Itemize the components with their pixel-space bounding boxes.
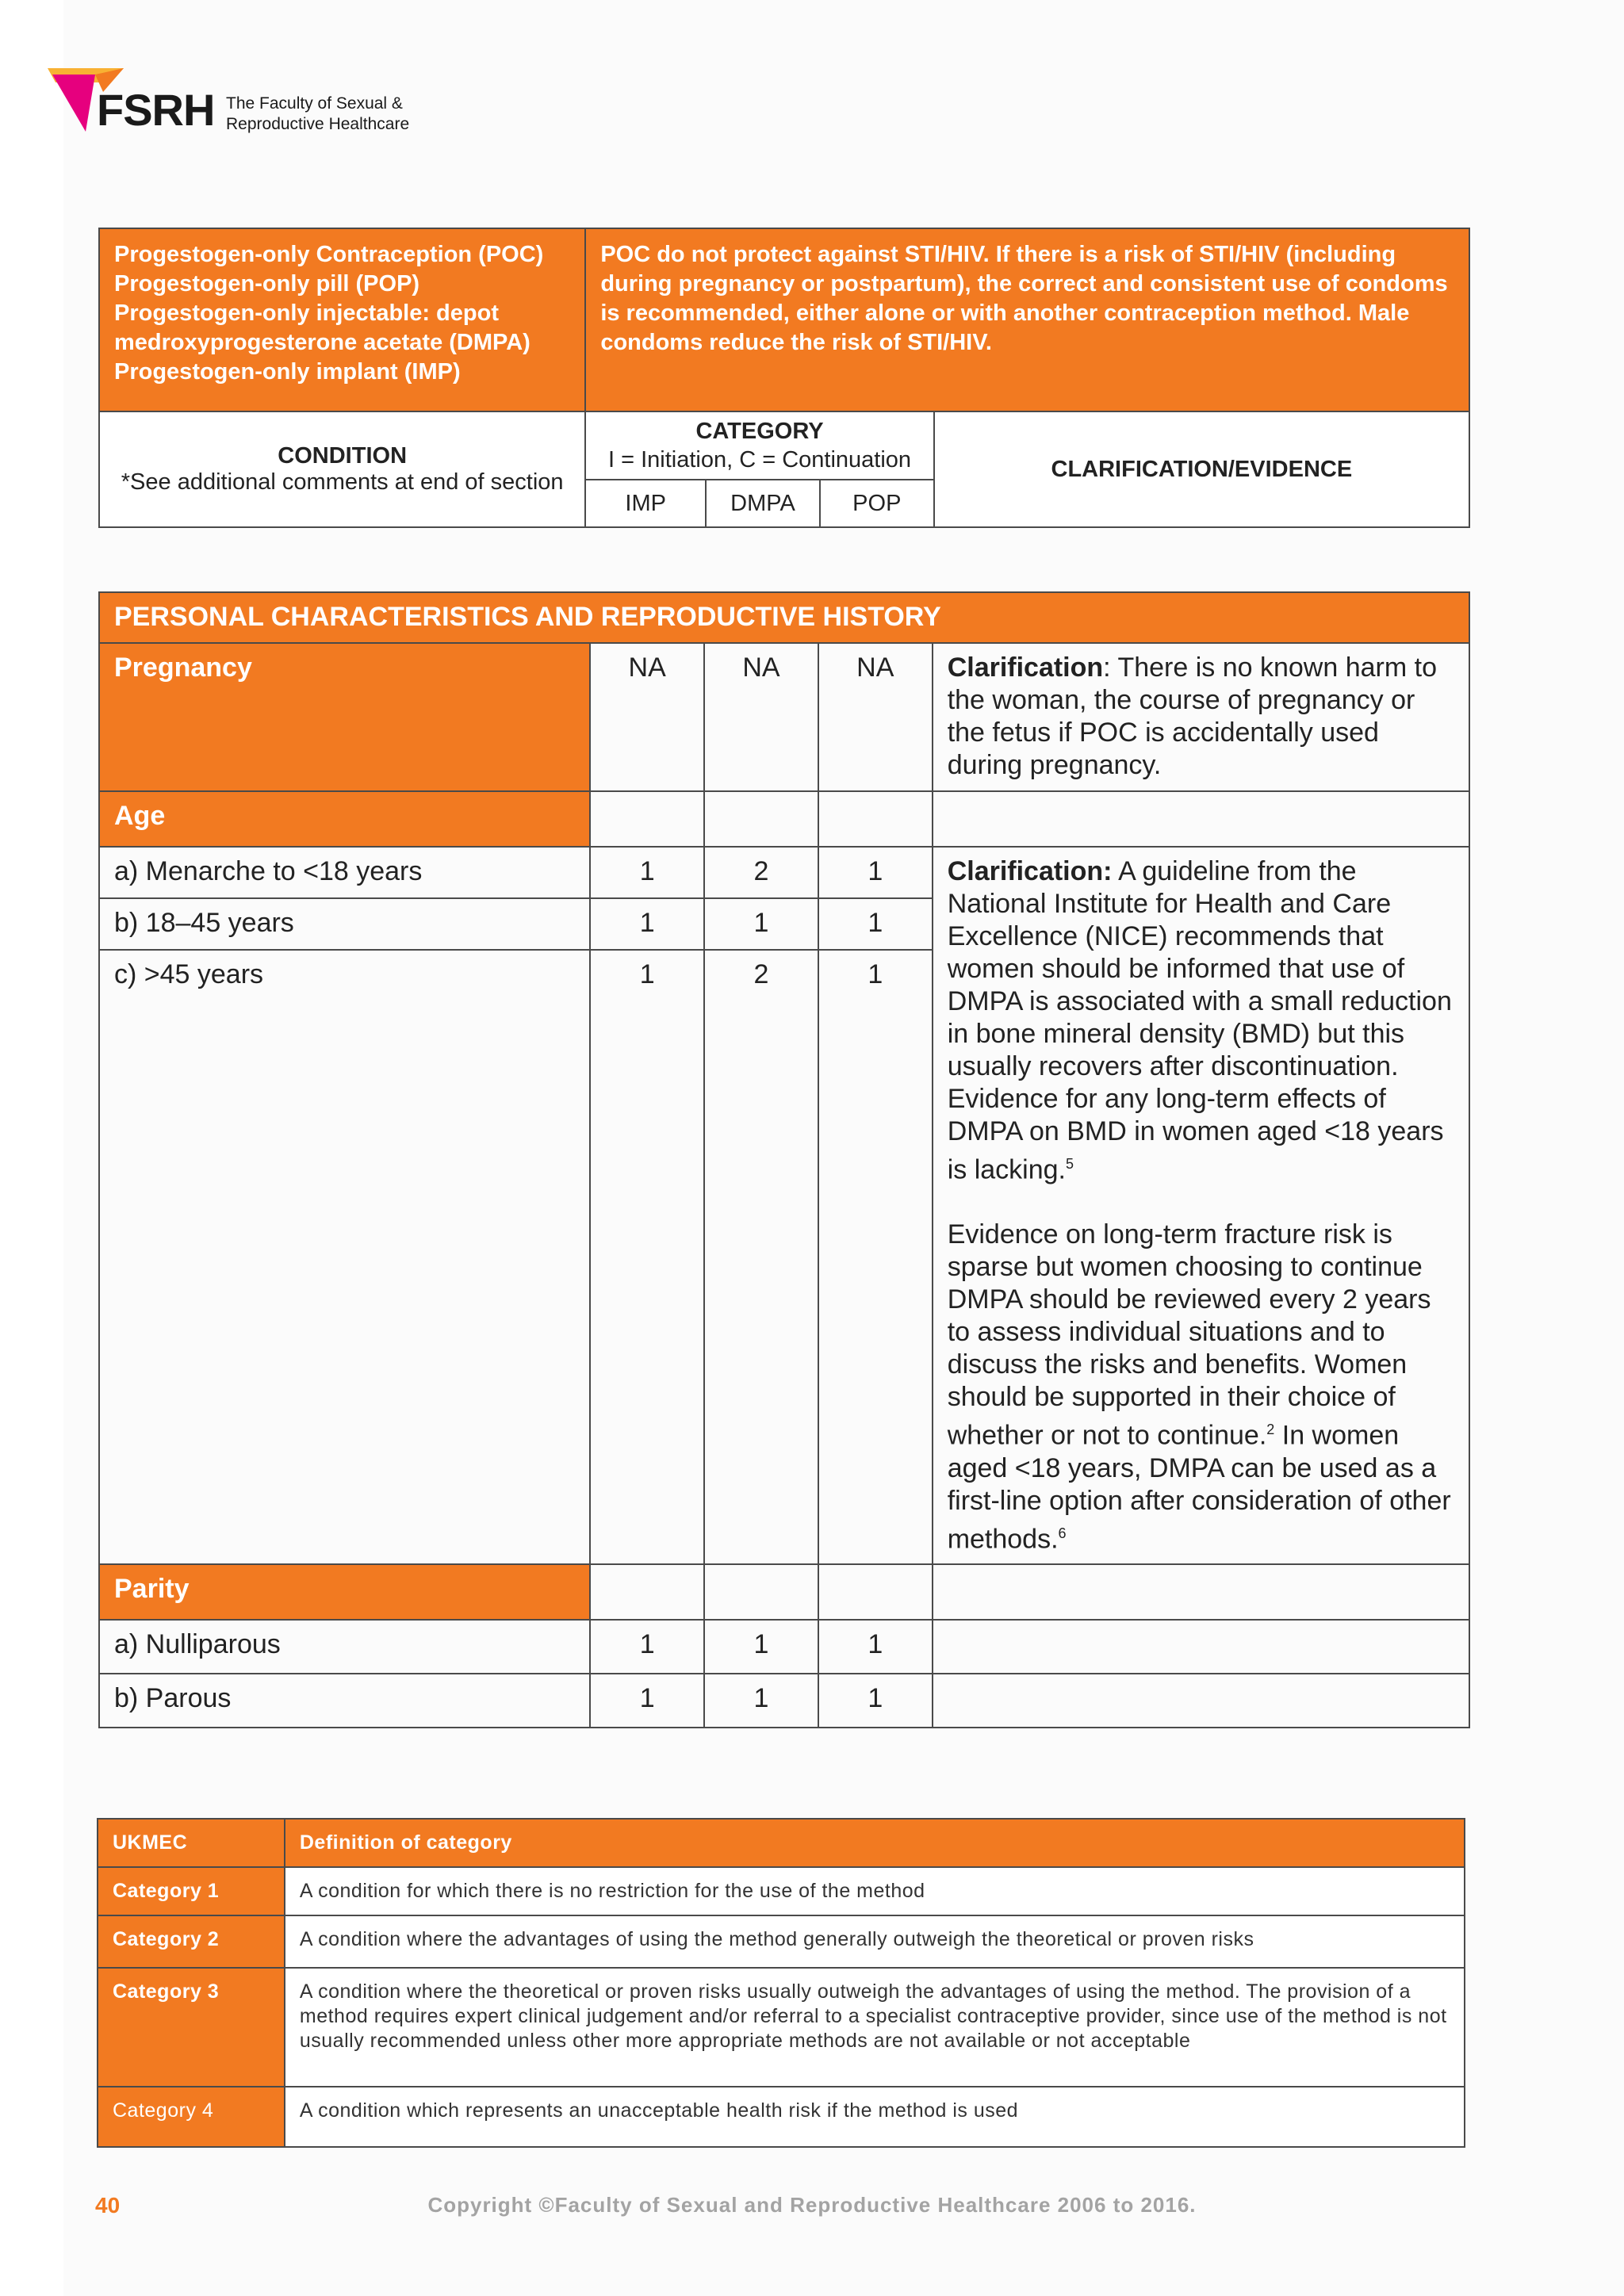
value-pop: 1 — [818, 950, 933, 1564]
reference-superscript: 2 — [1266, 1422, 1275, 1438]
legend-category-label: Category 4 — [98, 2087, 285, 2147]
empty-cell — [933, 791, 1469, 847]
empty-cell — [590, 1564, 704, 1620]
clarification-label: Clarification: — [947, 856, 1113, 886]
method-line: Progestogen-only Contraception (POC) — [114, 242, 544, 267]
value-pop: 1 — [818, 1620, 933, 1674]
value-imp: 1 — [590, 950, 704, 1564]
legend-category-definition: A condition for which there is no restriction for the use of the method — [285, 1867, 1465, 1915]
condition-row: b) 18–45 years — [99, 898, 590, 950]
sti-warning: POC do not protect against STI/HIV. If there is a risk of STI/HIV (including during pregnancy or postpartum), the correct and consistent use of condoms is recommended, either alone or with another contraception method. Male condoms reduce the risk of STI/HIV. — [585, 228, 1469, 411]
value-dmpa: 2 — [704, 847, 818, 898]
method-line: Progestogen-only injectable: depot medroxyprogesterone acetate (DMPA) — [114, 300, 530, 355]
empty-cell — [933, 1674, 1469, 1728]
empty-cell — [818, 1564, 933, 1620]
clarification-text: In women aged <18 years, DMPA can be used as a first-line option after consideration of other methods. — [947, 1420, 1451, 1554]
value-pop: 1 — [818, 898, 933, 950]
value-imp: NA — [590, 643, 704, 791]
condition-row: c) >45 years — [99, 950, 590, 1564]
copyright-notice: Copyright ©Faculty of Sexual and Reproductive Healthcare 2006 to 2016. — [427, 2193, 1197, 2217]
reference-superscript: 6 — [1058, 1525, 1067, 1541]
reference-superscript: 5 — [1065, 1156, 1074, 1172]
method-line: Progestogen-only pill (POP) — [114, 271, 420, 297]
clarification-header: CLARIFICATION/EVIDENCE — [934, 411, 1469, 527]
condition-row: b) Parous — [99, 1674, 590, 1728]
condition-parity: Parity — [99, 1564, 590, 1620]
condition-note: *See additional comments at end of section — [121, 469, 564, 495]
legend-head-label: UKMEC — [98, 1819, 285, 1867]
legend-category-label: Category 1 — [98, 1867, 285, 1915]
clarification-text: Evidence on long-term fracture risk is sparse but women choosing to continue DMPA should be reviewed every 2 years to assess individual situations and to discuss the risks and benefits. Women should be supported in their choice of whether or not to continue. — [947, 1219, 1431, 1451]
column-imp: IMP — [585, 480, 706, 527]
method-line: Progestogen-only implant (IMP) — [114, 359, 461, 385]
condition-row: a) Nulliparous — [99, 1620, 590, 1674]
fsrh-logo — [48, 68, 460, 140]
empty-cell — [590, 791, 704, 847]
empty-cell — [704, 1564, 818, 1620]
legend-category-definition: A condition which represents an unacceptable health risk if the method is used — [285, 2087, 1465, 2147]
legend-category-definition: A condition where the advantages of using the method generally outweigh the theoretical or proven risks — [285, 1915, 1465, 1968]
value-pop: 1 — [818, 847, 933, 898]
pregnancy-clarification — [933, 643, 1469, 791]
category-note: I = Initiation, C = Continuation — [607, 447, 912, 473]
legend-category-definition: A condition where the theoretical or proven risks usually outweigh the advantages of using the method. The provision of a method requires expert clinical judgement and/or referral to a specialist contraceptive provider, since use of the method is not usually recommended unless other more appropriate methods are not available or not acceptable — [285, 1968, 1465, 2087]
category-header — [585, 411, 933, 480]
legend-category-label: Category 3 — [98, 1968, 285, 2087]
age-clarification — [933, 847, 1469, 1564]
conditions-table — [98, 591, 1470, 1728]
condition-header — [99, 411, 585, 527]
value-pop: NA — [818, 643, 933, 791]
condition-age: Age — [99, 791, 590, 847]
legend-category-label: Category 2 — [98, 1915, 285, 1968]
method-header-table — [98, 228, 1470, 528]
ukmec-legend-table — [97, 1818, 1465, 2148]
category-title: CATEGORY — [695, 419, 824, 444]
clarification-text: : There is no known harm to the woman, the course of pregnancy or the fetus if POC is accidentally used during pregnancy. — [947, 652, 1437, 780]
value-imp: 1 — [590, 898, 704, 950]
value-dmpa: 1 — [704, 898, 818, 950]
legend-head-definition: Definition of category — [285, 1819, 1465, 1867]
clarification-text: A guideline from the National Institute for Health and Care Excellence (NICE) recommends that women should be informed that use of DMPA is associated with a small reduction in bone mineral density (BMD) but this usually recovers after discontinuation. Evidence for any long-term effects of DMPA on BMD in women aged <18 years is lacking. — [947, 856, 1452, 1185]
column-pop: POP — [820, 480, 934, 527]
method-list-cell — [99, 228, 585, 411]
value-dmpa: 1 — [704, 1674, 818, 1728]
empty-cell — [704, 791, 818, 847]
empty-cell — [933, 1620, 1469, 1674]
value-dmpa: 2 — [704, 950, 818, 1564]
column-dmpa: DMPA — [706, 480, 820, 527]
value-dmpa: 1 — [704, 1620, 818, 1674]
clarification-label: Clarification — [947, 652, 1104, 683]
page-number: 40 — [95, 2193, 121, 2218]
value-imp: 1 — [590, 1620, 704, 1674]
condition-title: CONDITION — [278, 443, 408, 469]
empty-cell — [933, 1564, 1469, 1620]
logo-wordmark: FSRH — [97, 85, 215, 135]
logo-subtitle: The Faculty of Sexual & Reproductive Healthcare — [226, 94, 410, 133]
condition-row: a) Menarche to <18 years — [99, 847, 590, 898]
value-pop: 1 — [818, 1674, 933, 1728]
section-title: PERSONAL CHARACTERISTICS AND REPRODUCTIVE HISTORY — [99, 592, 1469, 643]
value-imp: 1 — [590, 1674, 704, 1728]
empty-cell — [818, 791, 933, 847]
condition-pregnancy: Pregnancy — [99, 643, 590, 791]
value-dmpa: NA — [704, 643, 818, 791]
value-imp: 1 — [590, 847, 704, 898]
